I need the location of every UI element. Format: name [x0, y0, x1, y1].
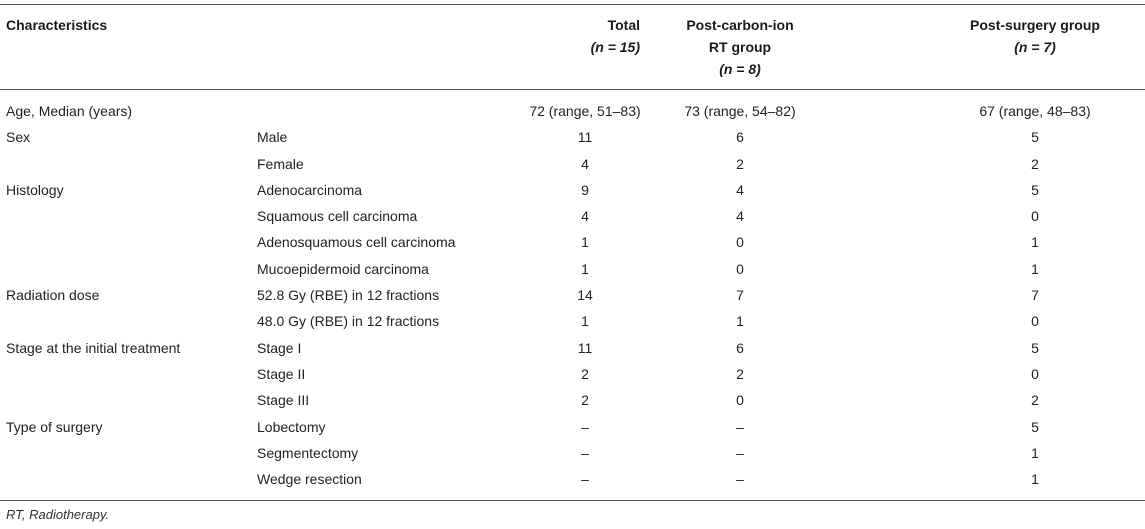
- row-total-value: 2: [581, 392, 589, 409]
- header-surgery-group: [930, 14, 1140, 58]
- row-subcategory: Segmentectomy: [257, 444, 359, 461]
- row-surgery-value: 1: [1031, 234, 1039, 251]
- row-subcategory: Stage I: [257, 339, 302, 356]
- row-surgery-value: 1: [1031, 444, 1039, 461]
- header-rule: [0, 89, 1145, 90]
- row-subcategory: Adenocarcinoma: [257, 181, 363, 198]
- row-characteristic: Histology: [6, 181, 64, 198]
- row-carbon-value: 1: [736, 313, 744, 330]
- bottom-rule: [0, 500, 1145, 501]
- row-carbon-value: 0: [736, 260, 744, 277]
- row-characteristic: Radiation dose: [6, 287, 100, 304]
- table-body: [0, 98, 1145, 492]
- table-row: [0, 177, 1145, 203]
- top-rule: [0, 4, 1145, 5]
- table-row: [0, 466, 1145, 492]
- row-surgery-value: 5: [1031, 339, 1039, 356]
- table-row: [0, 229, 1145, 255]
- row-subcategory: Wedge resection: [257, 471, 362, 488]
- table-row: [0, 387, 1145, 413]
- row-surgery-value: 7: [1031, 287, 1039, 304]
- row-total-value: 9: [581, 181, 589, 198]
- row-subcategory: Stage III: [257, 392, 310, 409]
- row-total-value: 11: [577, 339, 593, 356]
- row-carbon-value: –: [736, 418, 744, 435]
- table-row: [0, 361, 1145, 387]
- row-surgery-value: 5: [1031, 418, 1039, 435]
- row-total-value: –: [581, 471, 589, 488]
- row-surgery-value: 2: [1031, 155, 1039, 172]
- row-subcategory: 52.8 Gy (RBE) in 12 fractions: [257, 287, 440, 304]
- header-carbon-line1: Post-carbon-ion: [686, 17, 794, 33]
- table-row: [0, 203, 1145, 229]
- row-carbon-value: 4: [736, 181, 744, 198]
- row-total-value: 1: [581, 260, 589, 277]
- row-total-value: –: [581, 418, 589, 435]
- row-subcategory: Female: [257, 155, 304, 172]
- table-row: [0, 98, 1145, 124]
- row-surgery-value: 0: [1031, 208, 1039, 225]
- row-surgery-value: 5: [1031, 181, 1039, 198]
- header-carbon-line2: RT group: [708, 39, 772, 55]
- row-surgery-value: 0: [1031, 313, 1039, 330]
- row-carbon-value: –: [736, 444, 744, 461]
- table-row: [0, 440, 1145, 466]
- row-characteristic: Sex: [6, 129, 31, 146]
- table-row: [0, 151, 1145, 177]
- header-total: [540, 14, 640, 58]
- row-subcategory: Lobectomy: [257, 418, 326, 435]
- row-surgery-value: 1: [1031, 260, 1039, 277]
- table-row: [0, 124, 1145, 150]
- row-subcategory: Mucoepidermoid carcinoma: [257, 260, 429, 277]
- row-carbon-value: 6: [736, 129, 744, 146]
- row-total-value: –: [581, 444, 589, 461]
- table-row: [0, 414, 1145, 440]
- row-surgery-value: 1: [1031, 471, 1039, 488]
- row-total-value: 4: [581, 155, 589, 172]
- table-row: [0, 282, 1145, 308]
- row-surgery-value: 0: [1031, 365, 1039, 382]
- row-carbon-value: 73 (range, 54–82): [684, 103, 796, 119]
- row-carbon-value: –: [736, 471, 744, 488]
- row-carbon-value: 0: [736, 234, 744, 251]
- row-subcategory: Male: [257, 129, 288, 146]
- row-total-value: 14: [577, 287, 593, 304]
- row-total-value: 4: [581, 208, 589, 225]
- row-carbon-value: 2: [736, 155, 744, 172]
- row-surgery-value: 67 (range, 48–83): [979, 103, 1091, 119]
- row-surgery-value: 2: [1031, 392, 1039, 409]
- row-characteristic: Stage at the initial treatment: [6, 339, 181, 356]
- row-subcategory: Squamous cell carcinoma: [257, 208, 418, 225]
- table-row: [0, 335, 1145, 361]
- header-surgery-n: (n = 7): [1014, 39, 1056, 55]
- row-total-value: 1: [581, 234, 589, 251]
- row-characteristic: Type of surgery: [6, 418, 103, 435]
- row-surgery-value: 5: [1031, 129, 1039, 146]
- table-row: [0, 308, 1145, 334]
- row-total-value: 11: [577, 129, 593, 146]
- row-subcategory: Adenosquamous cell carcinoma: [257, 234, 456, 251]
- header-carbon-n: (n = 8): [719, 61, 761, 77]
- header-characteristics-label: Characteristics: [6, 17, 108, 33]
- row-carbon-value: 0: [736, 392, 744, 409]
- header-total-n: (n = 15): [590, 39, 640, 55]
- header-surgery-label: Post-surgery group: [970, 17, 1100, 33]
- row-carbon-value: 7: [736, 287, 744, 304]
- header-characteristics: [6, 14, 107, 36]
- row-carbon-value: 2: [736, 365, 744, 382]
- row-total-value: 72 (range, 51–83): [529, 103, 641, 119]
- header-carbon-group: [650, 14, 830, 80]
- header-total-label: Total: [607, 17, 640, 33]
- row-carbon-value: 6: [736, 339, 744, 356]
- row-carbon-value: 4: [736, 208, 744, 225]
- row-total-value: 2: [581, 365, 589, 382]
- row-subcategory: 48.0 Gy (RBE) in 12 fractions: [257, 313, 440, 330]
- row-subcategory: Stage II: [257, 365, 306, 382]
- table-row: [0, 256, 1145, 282]
- footnote: RT, Radiotherapy.: [6, 507, 110, 522]
- row-total-value: 1: [581, 313, 589, 330]
- row-characteristic: Age, Median (years): [6, 103, 133, 119]
